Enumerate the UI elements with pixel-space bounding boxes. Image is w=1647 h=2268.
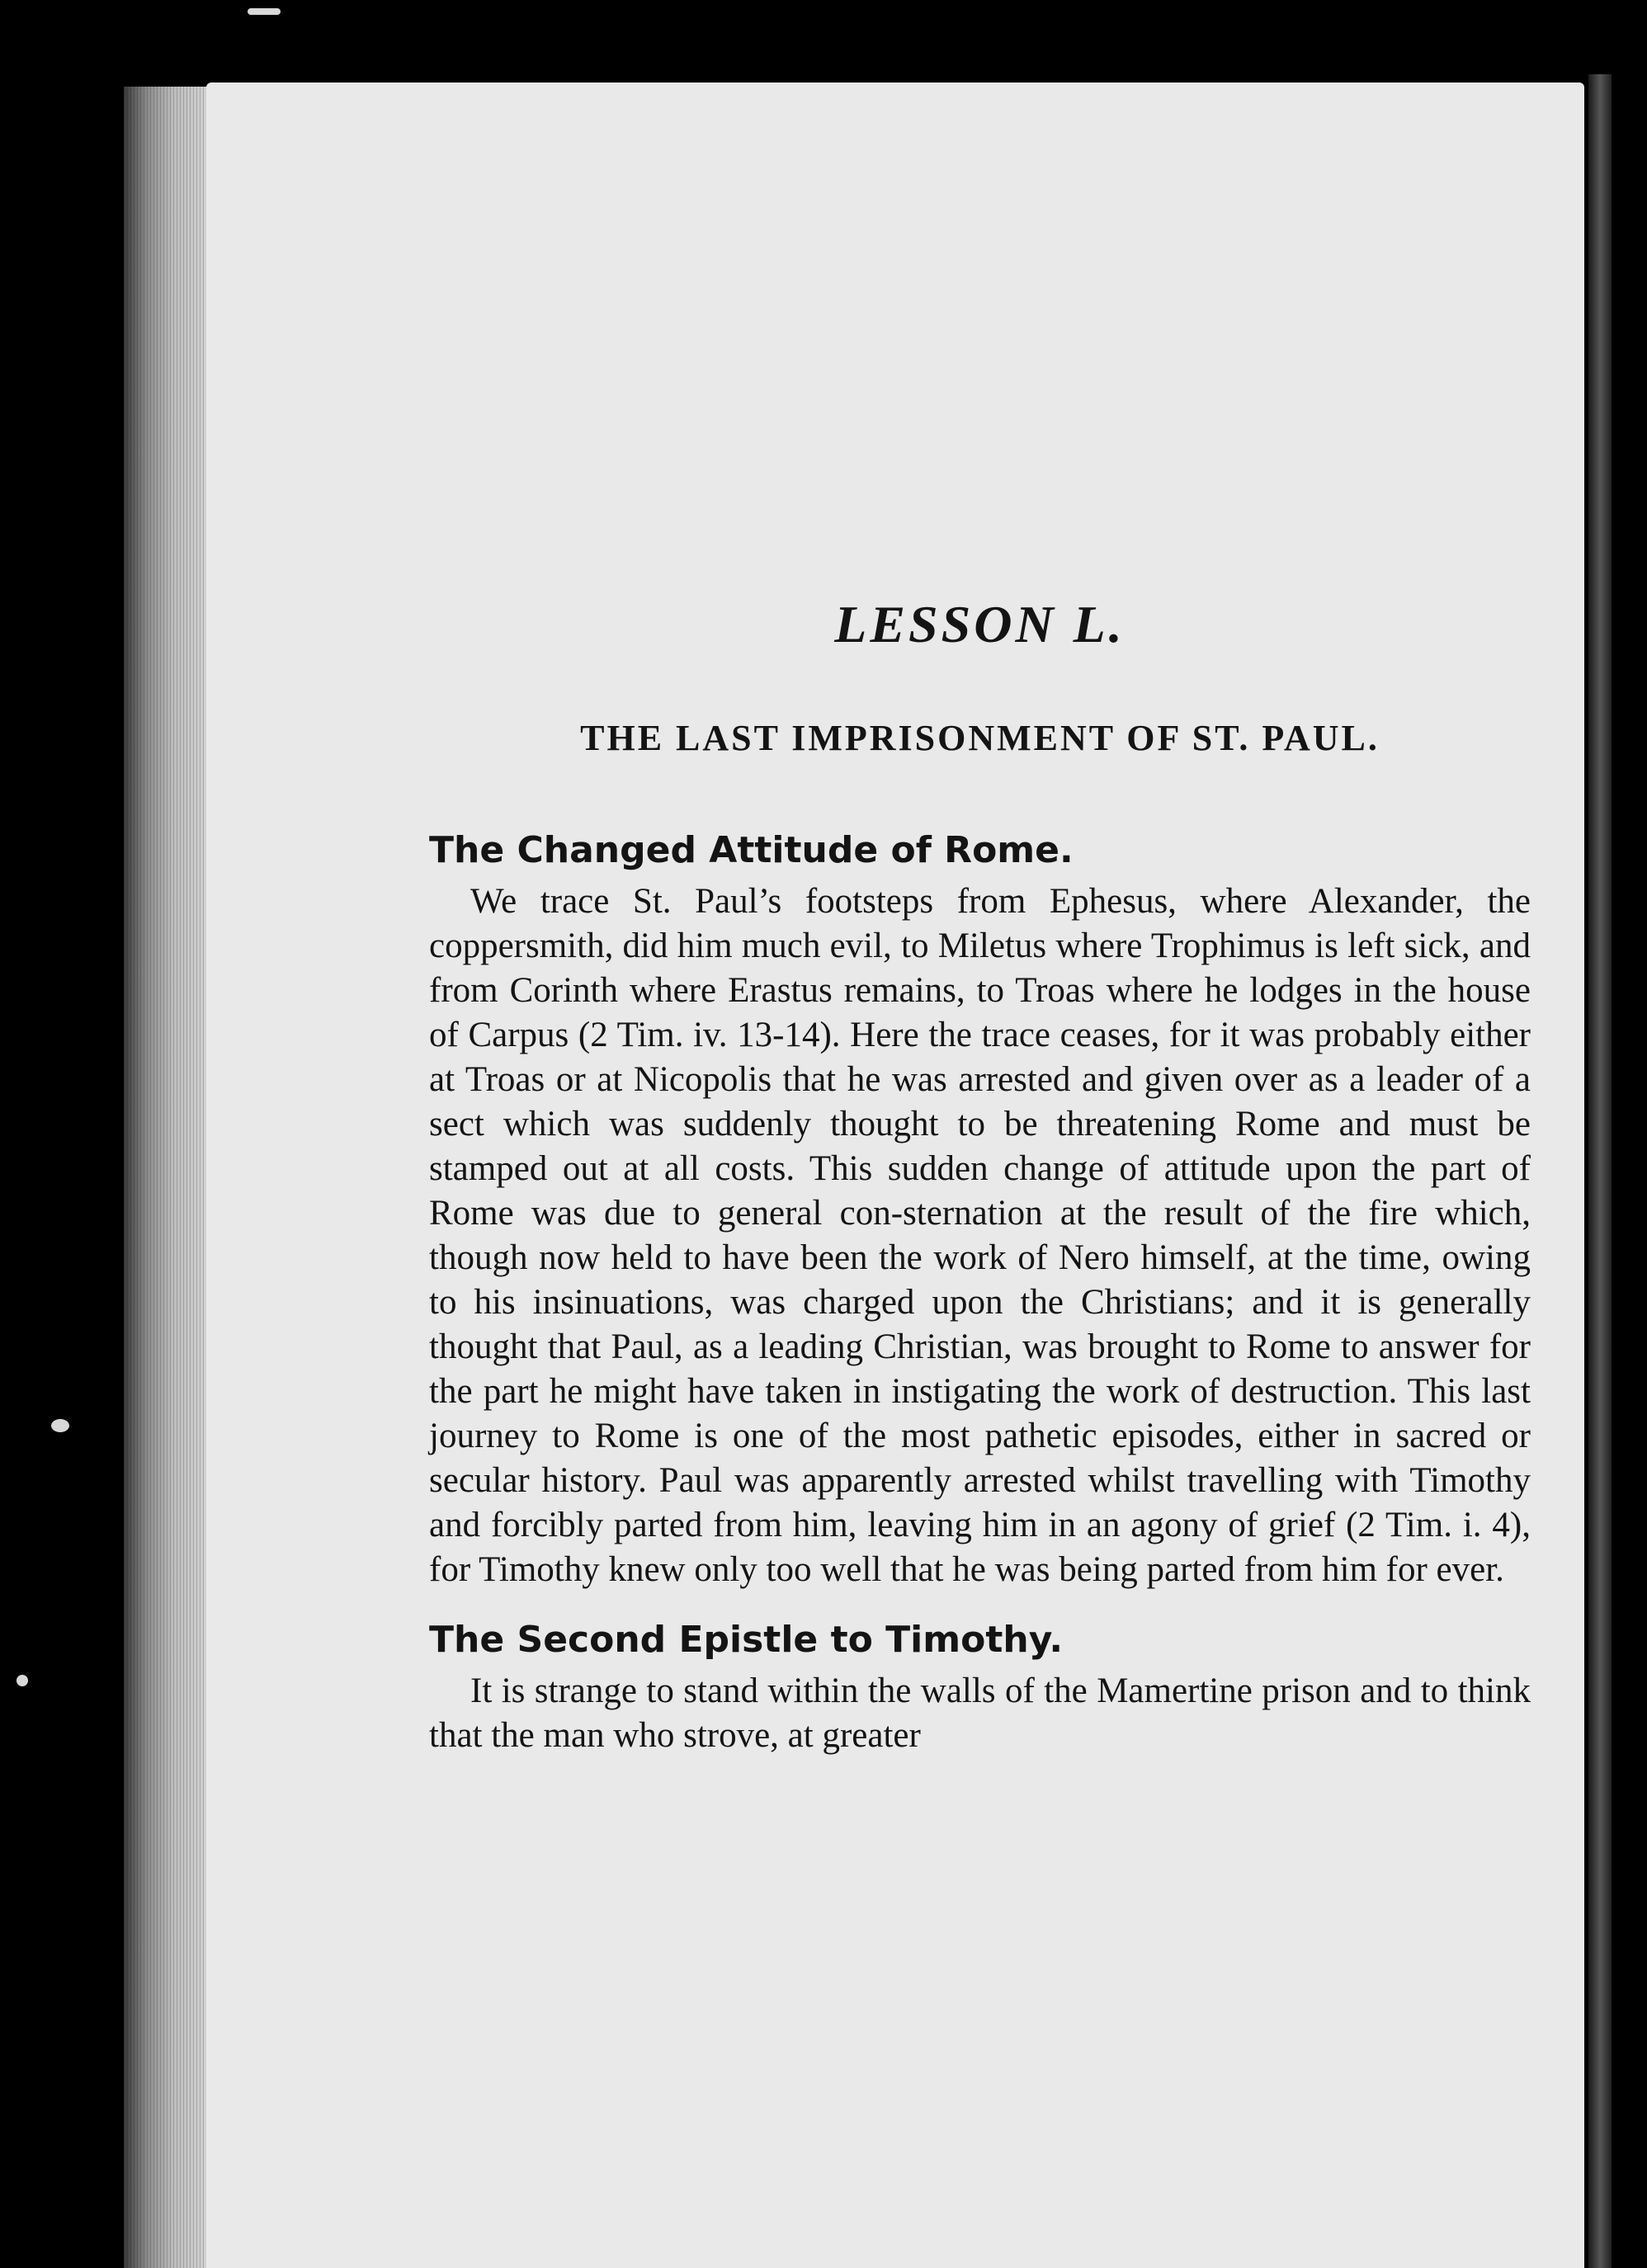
section-heading: The Changed Attitude of Rome. (429, 829, 1074, 871)
section-paragraph: We trace St. Paul’s footsteps from Ephesus, where Alexander, the coppersmith, did him much evil, to Miletus where Trophimus is left sick, and from Corinth where Erastus remains, to Troas where he lodges in the house of Carpus (2 Tim. iv. 13-14). Here the trace ceases, for it was probably either at Troas or at Nicopolis that he was arrested and given over as a leader of a sect which was suddenly thought to be threatening Rome and must be stamped out at all costs. This sudden change of attitude upon the part of Rome was due to general con-sternation at the result of the fire which, though now held to have been the work of Nero himself, at the time, owing to his insinuations, was charged upon the Christians; and it is generally thought that Paul, as a leading Christian, was brought to Rome to answer for the part he might have taken in instigating the work of destruction. This last journey to Rome is one of the most pathetic episodes, either in sacred or secular history. Paul was apparently arrested whilst travelling with Timothy and forcibly parted from him, leaving him in an agony of grief (2 Tim. i. 4), for Timothy knew only too well that he was being parted from him for ever. (429, 882, 1531, 1589)
section-heading: The Second Epistle to Timothy. (429, 1619, 1064, 1661)
book-spine-edge (1588, 74, 1612, 2268)
book-page-edges (124, 87, 215, 2268)
scan-speck (248, 8, 281, 15)
page-content (429, 594, 1531, 1785)
scan-speck (51, 1419, 69, 1432)
lesson-title: LESSON L. (834, 595, 1126, 653)
scan-speck (17, 1675, 28, 1686)
section-paragraph: It is strange to stand within the walls of the Mamertine prison and to think that the man who strove, at greater (429, 1672, 1531, 1755)
lesson-subtitle: THE LAST IMPRISONMENT OF ST. PAUL. (580, 718, 1380, 758)
